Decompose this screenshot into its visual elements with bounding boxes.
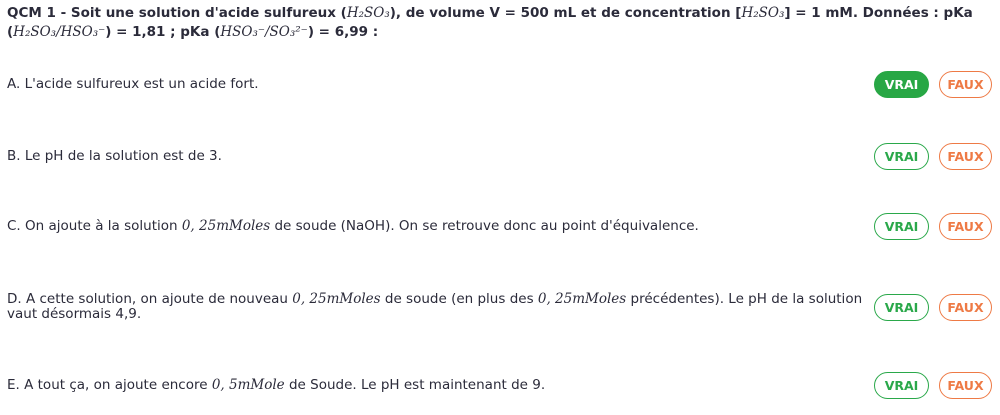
answer-text: de Soude. Le pH est maintenant de 9. (284, 377, 546, 393)
formula-couple-2: HSO₃⁻/SO₃²⁻ (220, 24, 308, 40)
formula-h2so3-concentration: H₂SO₃ (741, 5, 785, 21)
answer-text: de soude (NaOH). On se retrouve donc au point d'équivalence. (270, 218, 699, 234)
question-text: ) = 1,81 ; pKa ( (105, 24, 221, 40)
answer-text: C. On ajoute à la solution (7, 218, 182, 234)
formula-couple-1: H₂SO₃/HSO₃⁻ (13, 24, 106, 40)
vrai-button-d[interactable]: VRAI (874, 294, 929, 321)
question-text: ] = 1 mM. Données : pKa ( (7, 5, 973, 40)
math-quantity: 0, 25mMoles (181, 218, 271, 234)
question-text: ), de volume V = 500 mL et de concentration [ (389, 5, 742, 21)
answer-item-e (7, 372, 992, 399)
faux-button-d[interactable]: FAUX (939, 294, 992, 321)
math-quantity: 0, 25mMoles (292, 291, 381, 307)
faux-button-b[interactable]: FAUX (939, 143, 992, 170)
formula-h2so3: H₂SO₃ (346, 5, 390, 21)
answer-text: de soude (en plus des (380, 291, 538, 307)
answer-text: E. A tout ça, on ajoute encore (7, 377, 212, 393)
question-statement (7, 4, 992, 42)
math-quantity: 0, 5mMole (211, 377, 285, 393)
answer-item-c (7, 213, 992, 240)
vrai-button-a[interactable]: VRAI (874, 71, 929, 98)
answer-text: précédentes). Le pH de la solution vaut désormais 4,9. (7, 291, 863, 322)
vrai-button-b[interactable]: VRAI (874, 143, 929, 170)
answer-text-d (7, 292, 874, 322)
faux-button-c[interactable]: FAUX (939, 213, 992, 240)
math-quantity: 0, 25mMoles (537, 291, 627, 307)
answer-text: B. Le pH de la solution est de 3. (7, 148, 222, 164)
answer-text-e (7, 378, 874, 393)
faux-button-a[interactable]: FAUX (939, 71, 992, 98)
answer-text-c (7, 219, 874, 234)
answer-text-b (7, 149, 874, 164)
faux-button-e[interactable]: FAUX (939, 372, 992, 399)
answer-item-d (7, 292, 992, 322)
answer-text: A. L'acide sulfureux est un acide fort. (7, 76, 259, 92)
question-text: QCM 1 - Soit une solution d'acide sulfureux ( (7, 5, 347, 21)
answer-text: D. A cette solution, on ajoute de nouveau (7, 291, 293, 307)
answer-text-a (7, 77, 874, 92)
answer-item-a (7, 71, 992, 98)
vrai-button-e[interactable]: VRAI (874, 372, 929, 399)
answer-item-b (7, 143, 992, 170)
vrai-button-c[interactable]: VRAI (874, 213, 929, 240)
question-text: ) = 6,99 : (307, 24, 379, 40)
